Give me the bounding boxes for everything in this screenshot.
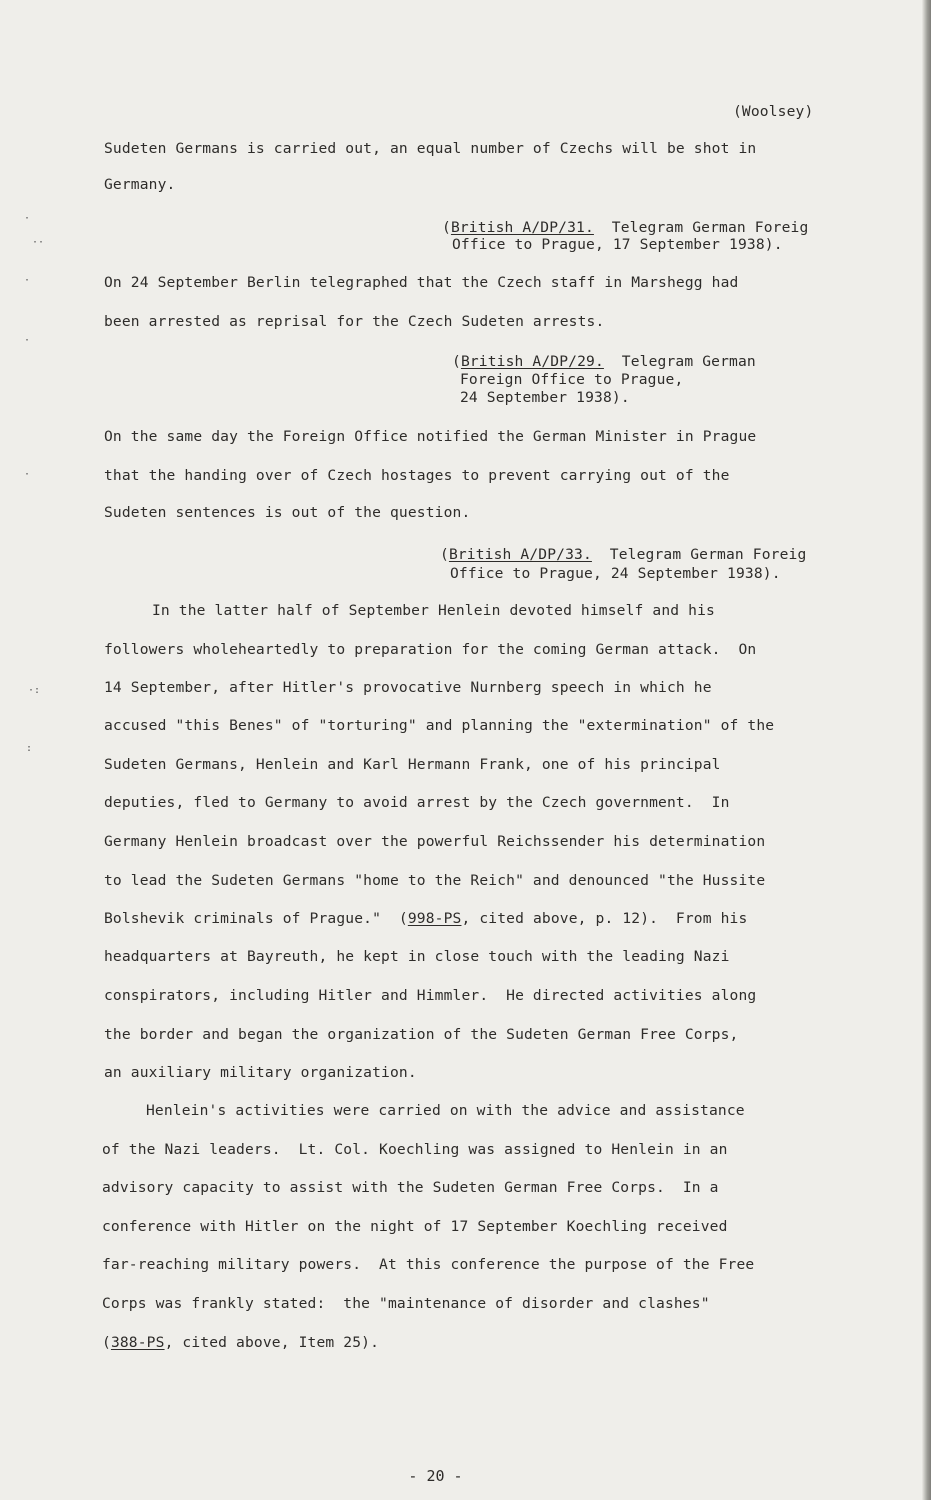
text-line: that the handing over of Czech hostages to prevent carrying out of the [104, 467, 730, 484]
text-line: accused "this Benes" of "torturing" and planning the "extermination" of the [104, 717, 775, 734]
text-line: of the Nazi leaders. Lt. Col. Koechling was assigned to Henlein in an [102, 1141, 728, 1158]
margin-dot: ·: [28, 685, 41, 696]
page-number: - 20 - [408, 1467, 463, 1485]
text-line: conspirators, including Hitler and Himmler. He directed activities along [104, 987, 757, 1004]
citation-line: Office to Prague, 24 September 1938). [450, 565, 781, 582]
text-line [104, 910, 747, 928]
text-line [102, 1334, 379, 1352]
citation: (British A/DP/31. Telegram German Foreig [442, 219, 809, 236]
text-line: an auxiliary military organization. [104, 1064, 417, 1081]
document-ref: 998-PS [407, 910, 462, 927]
citation: (British A/DP/33. Telegram German Foreig [440, 546, 807, 563]
text-segment: Bolshevik criminals of Prague." ( [104, 910, 408, 927]
text-line: On the same day the Foreign Office notified the German Minister in Prague [104, 428, 757, 445]
text-segment: ( [102, 1334, 111, 1351]
margin-dot: · [24, 335, 31, 346]
citation-line: Foreign Office to Prague, [460, 371, 684, 388]
text-line: been arrested as reprisal for the Czech Sudeten arrests. [104, 313, 605, 330]
text-line: Sudeten sentences is out of the question. [104, 504, 471, 521]
citation-text: Telegram German [603, 353, 756, 370]
margin-dot: ·· [32, 237, 45, 248]
citation-text: Telegram German Foreig [591, 546, 807, 563]
text-line: advisory capacity to assist with the Sudeten German Free Corps. In a [102, 1179, 719, 1196]
text-line: Germany Henlein broadcast over the powerful Reichssender his determination [104, 833, 766, 850]
citation: (British A/DP/29. Telegram German [452, 353, 756, 370]
citation-line: 24 September 1938). [460, 389, 630, 406]
margin-dot: · [24, 213, 31, 224]
text-line: deputies, fled to Germany to avoid arrest by the Czech government. In [104, 794, 730, 811]
text-line: headquarters at Bayreuth, he kept in close touch with the leading Nazi [104, 948, 730, 965]
text-line: conference with Hitler on the night of 17 September Koechling received [102, 1218, 728, 1235]
text-line: Corps was frankly stated: the "maintenance of disorder and clashes" [102, 1295, 710, 1312]
text-line: In the latter half of September Henlein devoted himself and his [152, 602, 715, 619]
citation-ref: British A/DP/31. [450, 219, 594, 236]
text-line: Sudeten Germans, Henlein and Karl Hermann Frank, one of his principal [104, 756, 721, 773]
text-line: Sudeten Germans is carried out, an equal number of Czechs will be shot in [104, 140, 757, 157]
text-segment: , cited above, Item 25). [164, 1334, 380, 1351]
text-line: Henlein's activities were carried on with the advice and assistance [146, 1102, 745, 1119]
page-edge-shadow [922, 0, 931, 1500]
text-line: far-reaching military powers. At this conference the purpose of the Free [102, 1256, 755, 1273]
text-line: to lead the Sudeten Germans "home to the Reich" and denounced "the Hussite [104, 872, 766, 889]
document-ref: 388-PS [110, 1334, 165, 1351]
text-line: On 24 September Berlin telegraphed that the Czech staff in Marshegg had [104, 274, 739, 291]
margin-dot: · [24, 275, 31, 286]
citation-line: Office to Prague, 17 September 1938). [452, 236, 783, 253]
text-segment: , cited above, p. 12). From his [461, 910, 748, 927]
citation-ref: British A/DP/33. [448, 546, 592, 563]
text-line: Germany. [104, 176, 176, 193]
text-line: the border and began the organization of the Sudeten German Free Corps, [104, 1026, 739, 1043]
margin-dot: : [26, 743, 33, 754]
text-line: 14 September, after Hitler's provocative Nurnberg speech in which he [104, 679, 712, 696]
header-author: (Woolsey) [733, 103, 814, 120]
citation-ref: British A/DP/29. [460, 353, 604, 370]
margin-dot: · [24, 469, 31, 480]
text-line: followers wholeheartedly to preparation for the coming German attack. On [104, 641, 757, 658]
citation-text: Telegram German Foreig [593, 219, 809, 236]
